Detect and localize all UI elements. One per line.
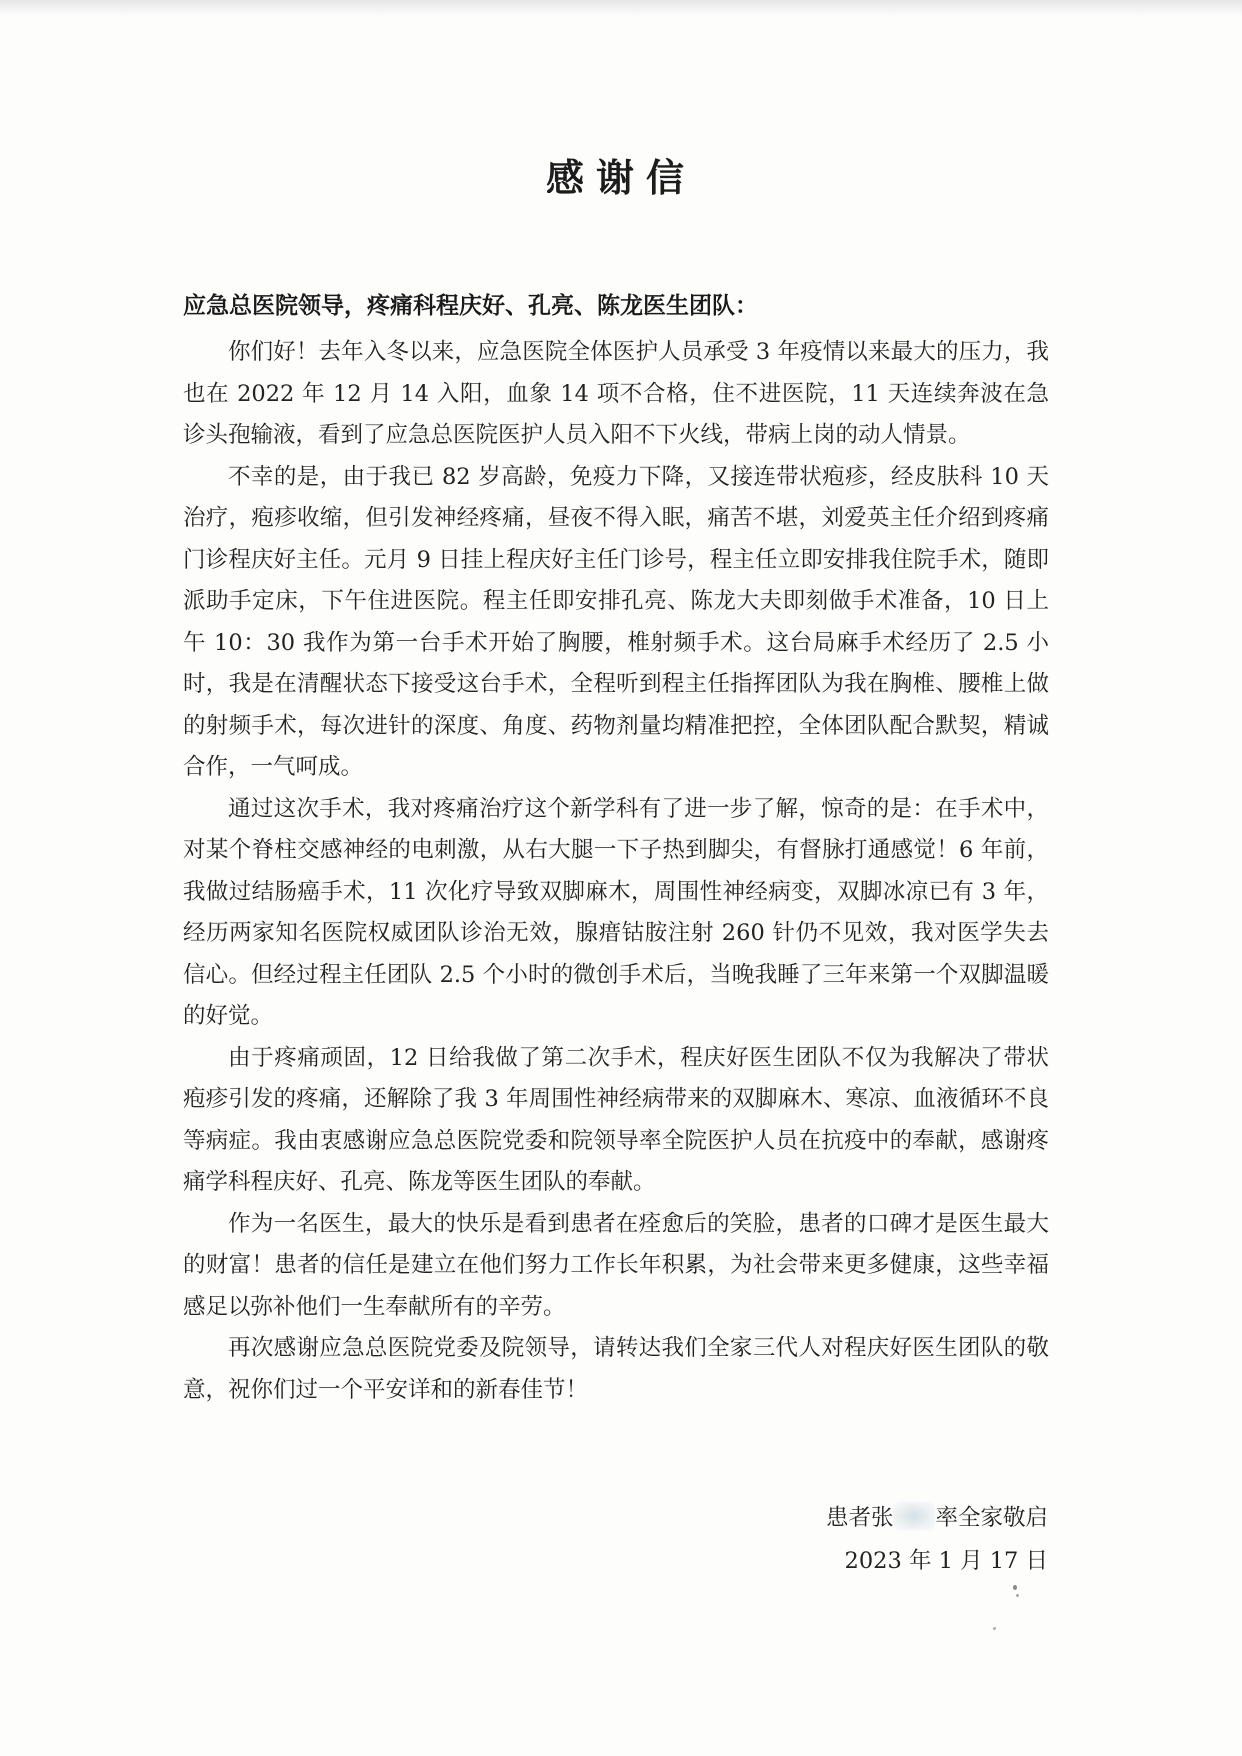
signature-prefix: 患者张 <box>825 1505 894 1531</box>
paragraph-greeting: 你们好！去年入冬以来，应急医院全体医护人员承受 3 年疫情以来最大的压力，我也在 2022 年 12 月 14 入阳，血象 14 项不合格，住不进医院，11 天连续奔波在急诊头孢输液，看到了应急总医院医护人员入阳不下火线，带病上岗的动人情景。 <box>183 339 1049 448</box>
redaction-blur <box>893 1502 935 1530</box>
signature-block <box>548 1497 1048 1583</box>
letter-title: 感谢信 <box>545 155 696 200</box>
scan-speck <box>1016 1594 1019 1597</box>
scan-speck <box>1013 1585 1017 1590</box>
paragraph-treatment: 不幸的是，由于我已 82 岁高龄，免疫力下降，又接连带状疱疹，经皮肤科 10 天治疗，疱疹收缩，但引发神经疼痛，昼夜不得入眠，痛苦不堪，刘爱英主任介绍到疼痛门诊程庆好主任。元月 9 日挂上程庆好主任门诊号，程主任立即安排我住院手术，随即派助手定床，下午住进医院。程主任即安排孔亮、陈龙大夫即刻做手术准备，10 日上午 10：30 我作为第一台手术开始了胸腰，椎射频手术。这台局麻手术经历了 2.5 小时，我是在清醒状态下接受这台手术，全程听到程主任指挥团队为我在胸椎、腰椎上做的射频手术，每次进针的深度、角度、药物剂量均精准把控，全体团队配合默契，精诚合作，一气呵成。 <box>183 463 1049 780</box>
scan-edge-shadow <box>0 0 1242 16</box>
paragraph-second-surgery: 由于疼痛顽固，12 日给我做了第二次手术，程庆好医生团队不仅为我解决了带状疱疹引发的疼痛，还解除了我 3 年周围性神经病带来的双脚麻木、寒凉、血液循环不良等病症。我由衷感谢应急总医院党委和院领导率全院医护人员在抗疫中的奉献，感谢疼痛学科程庆好、孔亮、陈龙等医生团队的奉献。 <box>183 1044 1049 1195</box>
letter-salutation: 应急总医院领导，疼痛科程庆好、孔亮、陈龙医生团队： <box>183 293 758 319</box>
paragraph-closing: 再次感谢应急总医院党委及院领导，请转达我们全家三代人对程庆好医生团队的敬意，祝你们过一个平安详和的新春佳节！ <box>183 1335 1049 1403</box>
scan-speck <box>993 1627 996 1630</box>
signature-suffix: 率全家敬启 <box>935 1505 1048 1531</box>
signature-date: 2023 年 1 月 17 日 <box>844 1548 1048 1574</box>
signature-line <box>548 1497 1048 1540</box>
letter-body <box>183 332 1049 1411</box>
paragraph-reflection: 作为一名医生，最大的快乐是看到患者在痊愈后的笑脸，患者的口碑才是医生最大的财富！患者的信任是建立在他们努力工作长年积累，为社会带来更多健康，这些幸福感足以弥补他们一生奉献所有的辛劳。 <box>183 1210 1049 1320</box>
paragraph-outcome: 通过这次手术，我对疼痛治疗这个新学科有了进一步了解，惊奇的是：在手术中，对某个脊柱交感神经的电刺激，从右大腿一下子热到脚尖，有督脉打通感觉！6 年前，我做过结肠癌手术，11 次化疗导致双脚麻木，周围性神经病变，双脚冰凉已有 3 年，经历两家知名医院权威团队诊治无效，腺瘄钴胺注射 260 针仍不见效，我对医学失去信心。但经过程主任团队 2.5 个小时的微创手术后，当晚我睡了三年来第一个双脚温暖的好觉。 <box>183 795 1049 1029</box>
